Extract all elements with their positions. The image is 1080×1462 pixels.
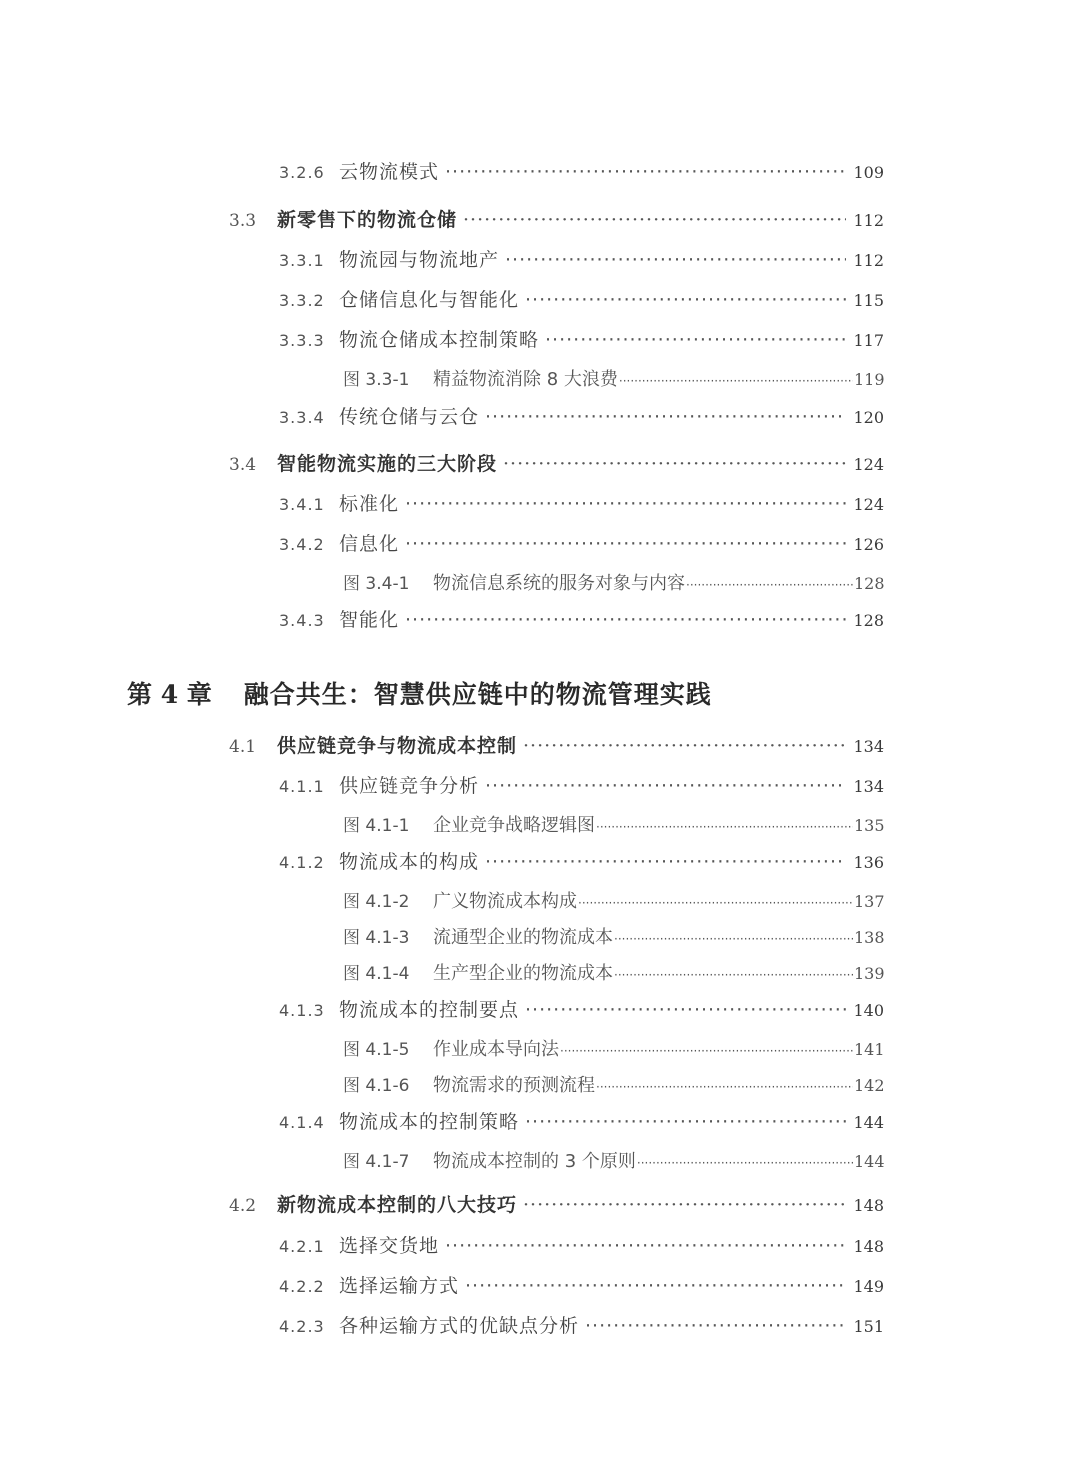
entry-page: 120	[853, 408, 884, 427]
dot-leader	[485, 406, 846, 428]
entry-title: 物流园与物流地产	[339, 249, 500, 271]
dot-leader	[596, 820, 853, 834]
entry-number: 3.3.1	[279, 251, 325, 270]
toc-figure-3-3-1[interactable]	[343, 365, 884, 391]
dot-leader	[485, 775, 846, 797]
dot-leader	[596, 1080, 853, 1094]
entry-title: 各种运输方式的优缺点分析	[339, 1315, 580, 1337]
entry-number: 4.1	[229, 737, 257, 757]
figure-number: 图 4.1-6	[343, 1076, 410, 1096]
figure-page: 137	[854, 892, 885, 911]
entry-page: 134	[853, 737, 884, 756]
dot-leader	[614, 968, 853, 982]
figure-title: 流通型企业的物流成本	[433, 927, 613, 948]
entry-number: 4.2.2	[279, 1277, 325, 1296]
entry-page: 149	[853, 1277, 884, 1296]
figure-number: 图 4.1-4	[343, 964, 410, 984]
entry-page: 148	[853, 1237, 884, 1256]
entry-title: 标准化	[339, 493, 400, 515]
chapter-number: 第 4 章	[127, 680, 212, 709]
toc-entry-3-3-2[interactable]	[279, 285, 884, 312]
entry-title: 云物流模式	[339, 161, 440, 183]
figure-page: 128	[854, 574, 885, 593]
figure-title: 物流信息系统的服务对象与内容	[433, 573, 685, 594]
entry-page: 112	[853, 251, 884, 270]
entry-title: 选择运输方式	[339, 1275, 460, 1297]
entry-page: 134	[853, 777, 884, 796]
entry-page: 140	[853, 1001, 884, 1020]
dot-leader	[545, 329, 846, 351]
dot-leader	[578, 896, 853, 910]
dot-leader	[560, 1044, 853, 1058]
toc-entry-3-4[interactable]	[229, 449, 884, 476]
entry-number: 3.4	[229, 455, 257, 475]
chapter-title: 融合共生：智慧供应链中的物流管理实践	[243, 680, 712, 709]
figure-page: 138	[854, 928, 885, 947]
toc-entry-4-1-2[interactable]	[279, 847, 884, 874]
toc-entry-4-1[interactable]	[229, 731, 884, 758]
entry-title: 信息化	[339, 533, 400, 555]
figure-number: 图 4.1-2	[343, 892, 410, 912]
figure-number: 图 3.4-1	[343, 574, 410, 594]
figure-number: 图 3.3-1	[343, 370, 410, 390]
dot-leader	[485, 851, 846, 873]
entry-title: 新物流成本控制的八大技巧	[277, 1194, 518, 1216]
toc-entry-4-1-4[interactable]	[279, 1107, 884, 1134]
dot-leader	[505, 249, 846, 271]
entry-number: 4.2.3	[279, 1317, 325, 1336]
dot-leader	[637, 1156, 853, 1170]
dot-leader	[445, 1235, 846, 1257]
figure-page: 119	[854, 370, 885, 389]
dot-leader	[525, 1111, 846, 1133]
entry-number: 4.1.4	[279, 1113, 325, 1132]
figure-number: 图 4.1-3	[343, 928, 410, 948]
toc-entry-4-2-2[interactable]	[279, 1271, 884, 1298]
figure-number: 图 4.1-5	[343, 1040, 410, 1060]
dot-leader	[525, 999, 846, 1021]
entry-number: 3.2.6	[279, 163, 325, 182]
entry-title: 传统仓储与云仓	[339, 406, 480, 428]
entry-number: 3.3.3	[279, 331, 325, 350]
entry-title: 物流成本的控制要点	[339, 999, 520, 1021]
dot-leader	[525, 289, 846, 311]
figure-number: 图 4.1-7	[343, 1152, 410, 1172]
toc-entry-4-2[interactable]	[229, 1190, 884, 1217]
entry-number: 4.2.1	[279, 1237, 325, 1256]
entry-page: 112	[853, 211, 884, 230]
toc-entry-4-2-3[interactable]	[279, 1311, 884, 1338]
entry-title: 智能物流实施的三大阶段	[277, 453, 498, 475]
figure-page: 141	[854, 1040, 885, 1059]
dot-leader	[445, 161, 846, 183]
dot-leader	[405, 493, 846, 515]
toc-entry-3-3-3[interactable]	[279, 325, 884, 352]
toc-figure-4-1-4[interactable]	[343, 959, 884, 985]
entry-page: 124	[853, 495, 884, 514]
entry-title: 物流成本的构成	[339, 851, 480, 873]
dot-leader	[614, 932, 853, 946]
entry-page: 151	[853, 1317, 884, 1336]
toc-figure-4-1-5[interactable]	[343, 1035, 884, 1061]
figure-title: 物流需求的预测流程	[433, 1075, 595, 1096]
dot-leader	[523, 1194, 846, 1216]
figure-title: 作业成本导向法	[433, 1039, 559, 1060]
entry-title: 仓储信息化与智能化	[339, 289, 520, 311]
toc-figure-4-1-3[interactable]	[343, 923, 884, 949]
toc-entry-4-1-1[interactable]	[279, 771, 884, 798]
dot-leader	[503, 453, 846, 475]
entry-title: 新零售下的物流仓储	[277, 209, 458, 231]
entry-page: 126	[853, 535, 884, 554]
figure-page: 142	[854, 1076, 885, 1095]
entry-title: 物流成本的控制策略	[339, 1111, 520, 1133]
entry-page: 124	[853, 455, 884, 474]
entry-number: 4.1.3	[279, 1001, 325, 1020]
figure-title: 生产型企业的物流成本	[433, 963, 613, 984]
entry-page: 109	[853, 163, 884, 182]
entry-number: 4.1.2	[279, 853, 325, 872]
entry-number: 3.4.3	[279, 611, 325, 630]
dot-leader	[585, 1315, 846, 1337]
toc-entry-3-3[interactable]	[229, 205, 884, 232]
entry-page: 144	[853, 1113, 884, 1132]
chapter-heading[interactable]	[127, 675, 712, 711]
dot-leader	[405, 533, 846, 555]
toc-entry-3-3-1[interactable]	[279, 245, 884, 272]
entry-page: 136	[853, 853, 884, 872]
entry-title: 选择交货地	[339, 1235, 440, 1257]
entry-number: 3.3.4	[279, 408, 325, 427]
toc-entry-3-4-1[interactable]	[279, 489, 884, 516]
dot-leader	[619, 374, 853, 388]
dot-leader	[463, 209, 846, 231]
entry-number: 3.3	[229, 211, 257, 231]
dot-leader	[405, 609, 846, 631]
entry-number: 3.4.2	[279, 535, 325, 554]
entry-title: 供应链竞争与物流成本控制	[277, 735, 518, 757]
toc-figure-4-1-2[interactable]	[343, 887, 884, 913]
dot-leader	[465, 1275, 846, 1297]
entry-title: 供应链竞争分析	[339, 775, 480, 797]
entry-number: 4.1.1	[279, 777, 325, 796]
figure-title: 精益物流消除 8 大浪费	[433, 369, 618, 390]
entry-title: 智能化	[339, 609, 400, 631]
toc-entry-3-3-4[interactable]	[279, 402, 884, 429]
figure-page: 144	[854, 1152, 885, 1171]
entry-page: 115	[853, 291, 884, 310]
toc-figure-4-1-7[interactable]	[343, 1147, 884, 1173]
figure-title: 物流成本控制的 3 个原则	[433, 1151, 636, 1172]
toc-figure-3-4-1[interactable]	[343, 569, 884, 595]
figure-page: 135	[854, 816, 885, 835]
entry-number: 3.4.1	[279, 495, 325, 514]
toc-entry-3-4-2[interactable]	[279, 529, 884, 556]
figure-number: 图 4.1-1	[343, 816, 410, 836]
toc-entry-4-2-1[interactable]	[279, 1231, 884, 1258]
toc-figure-4-1-1[interactable]	[343, 811, 884, 837]
entry-page: 117	[853, 331, 884, 350]
toc-entry-3-2-6[interactable]	[279, 157, 884, 184]
toc-figure-4-1-6[interactable]	[343, 1071, 884, 1097]
dot-leader	[686, 578, 853, 592]
entry-title: 物流仓储成本控制策略	[339, 329, 540, 351]
figure-title: 企业竞争战略逻辑图	[433, 815, 595, 836]
entry-page: 128	[853, 611, 884, 630]
toc-entry-4-1-3[interactable]	[279, 995, 884, 1022]
entry-page: 148	[853, 1196, 884, 1215]
entry-number: 4.2	[229, 1196, 257, 1216]
toc-entry-3-4-3[interactable]	[279, 605, 884, 632]
entry-number: 3.3.2	[279, 291, 325, 310]
figure-title: 广义物流成本构成	[433, 891, 577, 912]
dot-leader	[523, 735, 846, 757]
figure-page: 139	[854, 964, 885, 983]
